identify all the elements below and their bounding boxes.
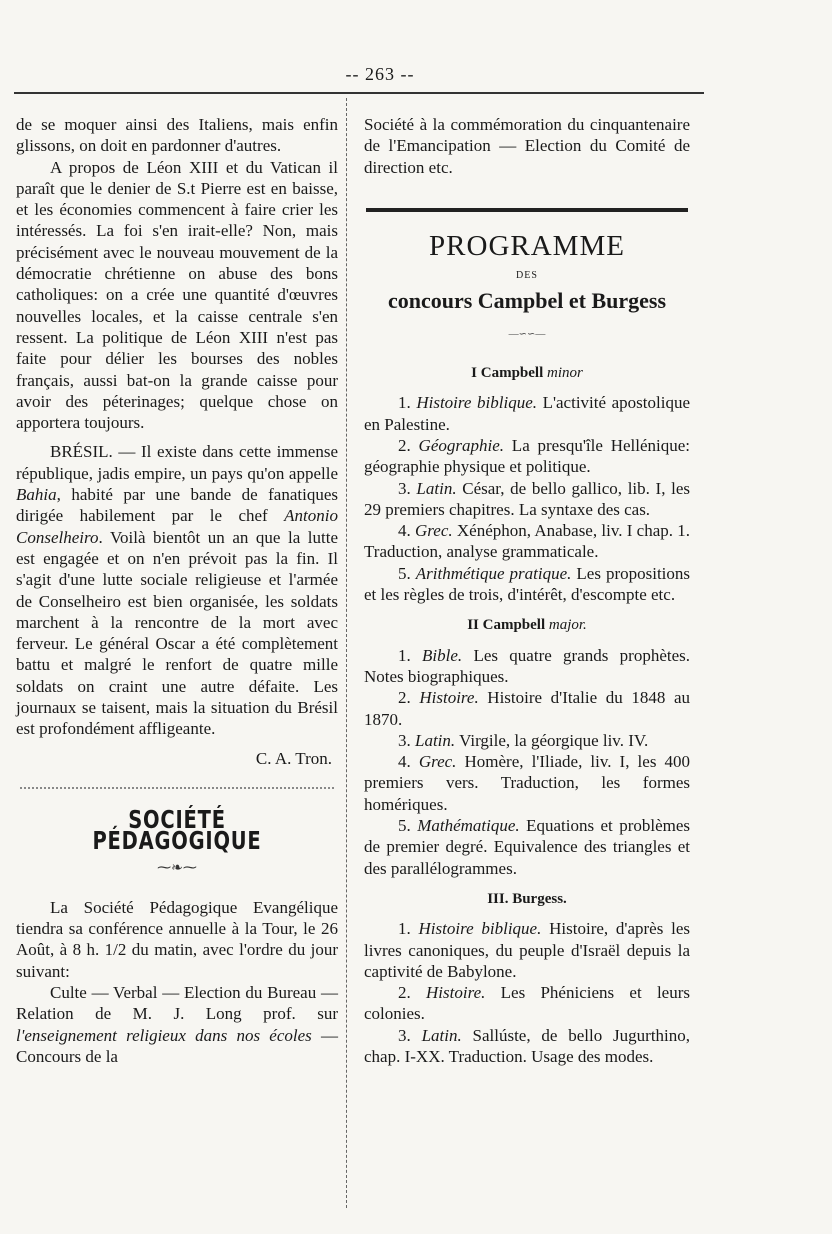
programme-item: 5. Mathématique. Equations et problèmes de premier degré. Equivalence des triangles et des parallélogrammes. [364,816,691,878]
programme-item: 2. Histoire. Histoire d'Italie du 1848 au 1870. [364,688,690,729]
programme-item: 1. Bible. Les quatre grands prophètes. Notes biographiques. [364,645,691,686]
section-heading: II Campbell major. [467,617,587,634]
section-title: SOCIÉTÉ PÉDAGOGIQUE [92,804,262,856]
left-column [16,114,338,1067]
programme-item: 3. Latin. Sallúste, de bello Jugurthino, chap. I-XX. Traduction. Usage des modes. [364,1025,691,1066]
thick-rule [366,208,688,212]
section-list [364,645,690,879]
programme-item: 1. Histoire biblique. Histoire, d'après les livres canoniques, du peuple d'Israël depuis la captivité de Babylone. [364,919,690,981]
programme-title: PROGRAMME [429,229,625,262]
paragraph: de se moquer ainsi des Italiens, mais enfin glissons, on doit en pardonner d'autres. [16,115,338,156]
programme-item: 5. Arithmétique pratique. Les propositions et les règles de trois, d'intérêt, d'escompte etc. [364,563,691,605]
paragraph: BRÉSIL. — Il existe dans cette immense république, jadis empire, un pays qu'on appelle Bahia, habité par une bande de fanatiques dirigée habilement par le chef Antonio Conselheiro. Voilà bientôt un an que la lutte est engagée et on n'en prévoit pas la fin. Il s'agit d'une lutte sociale religieuse et l'armée de Conselheiro est bien organisée, les soldats marchent à la rencontre de la mort avec ferveur. Le général Oscar a été complètement battu et malgré le renfort de quatre mille soldats on craint une autre défaite. Les journaux se taisent, mais la situation du Brésil est profondément affligeante. [16,442,338,739]
programme-item: 3. Latin. César, de bello gallico, lib. I, les 29 premiers chapitres. La syntaxe des cas. [364,478,691,519]
section-list [364,918,690,1067]
programme-des: DES [516,270,538,282]
paragraph: Société à la commémoration du cinquantenaire de l'Emancipation — Election du Comité de direction etc. [364,115,690,177]
paragraph: Culte — Verbal — Election du Bureau — Relation de M. J. Long prof. sur l'enseignement religieux dans nos écoles — Concours de la [16,982,338,1066]
column-divider [346,98,347,1208]
paragraph: A propos de Léon XIII et du Vatican il paraît que le denier de S.t Pierre est en baisse, et les économies commencent à faire crier les intéressés. La foi s'en irait-elle? Non, mais précisément avec le nouveau mouvement de la démocratie chrétienne on abuse des bons catholiques: on a crée une quantité d'œuvres nouvelles locales, et la caisse centrale s'en ressent. La politique de Léon XIII n'est pas faite pour délier les bourses des nobles français, aussi bat-on la grande caisse pour avoir des péterinages; quelque chose on apportera toujours. [16,157,338,433]
right-column [364,114,690,1067]
signature: C. A. Tron. [255,748,332,768]
ornament-icon: —∽∽— [508,328,546,340]
programme-subtitle: concours Campbel et Burgess [387,288,667,314]
programme-item: 1. Histoire biblique. L'activité apostolique en Palestine. [364,393,691,434]
ornament-icon: ⁓❧⁓ [157,860,197,876]
section-heading: III. Burgess. [487,890,567,907]
programme-item: 3. Latin. Virgile, la géorgique liv. IV. [398,730,649,750]
programme-item: 2. Histoire. Les Phéniciens et leurs colonies. [364,983,690,1024]
page-number: -- 263 -- [345,64,415,84]
section-list [364,392,690,605]
programme-item: 4. Grec. Xénéphon, Anabase, liv. I chap. 1. Traduction, analyse grammaticale. [364,521,690,562]
section-heading: I Campbell minor [471,365,583,382]
dotted-rule [20,787,334,789]
top-rule [14,92,704,94]
programme-item: 2. Géographie. La presqu'île Hellénique: géographie physique et politique. [364,435,690,477]
paragraph: La Société Pédagogique Evangélique tiendra sa conférence annuelle à la Tour, le 26 Août, à 8 h. 1/2 du matin, avec l'ordre du jour suivant: [16,897,338,981]
programme-item: 4. Grec. Homère, l'Iliade, liv. I, les 400 premiers vers. Traduction, les formes homériques. [364,752,691,814]
